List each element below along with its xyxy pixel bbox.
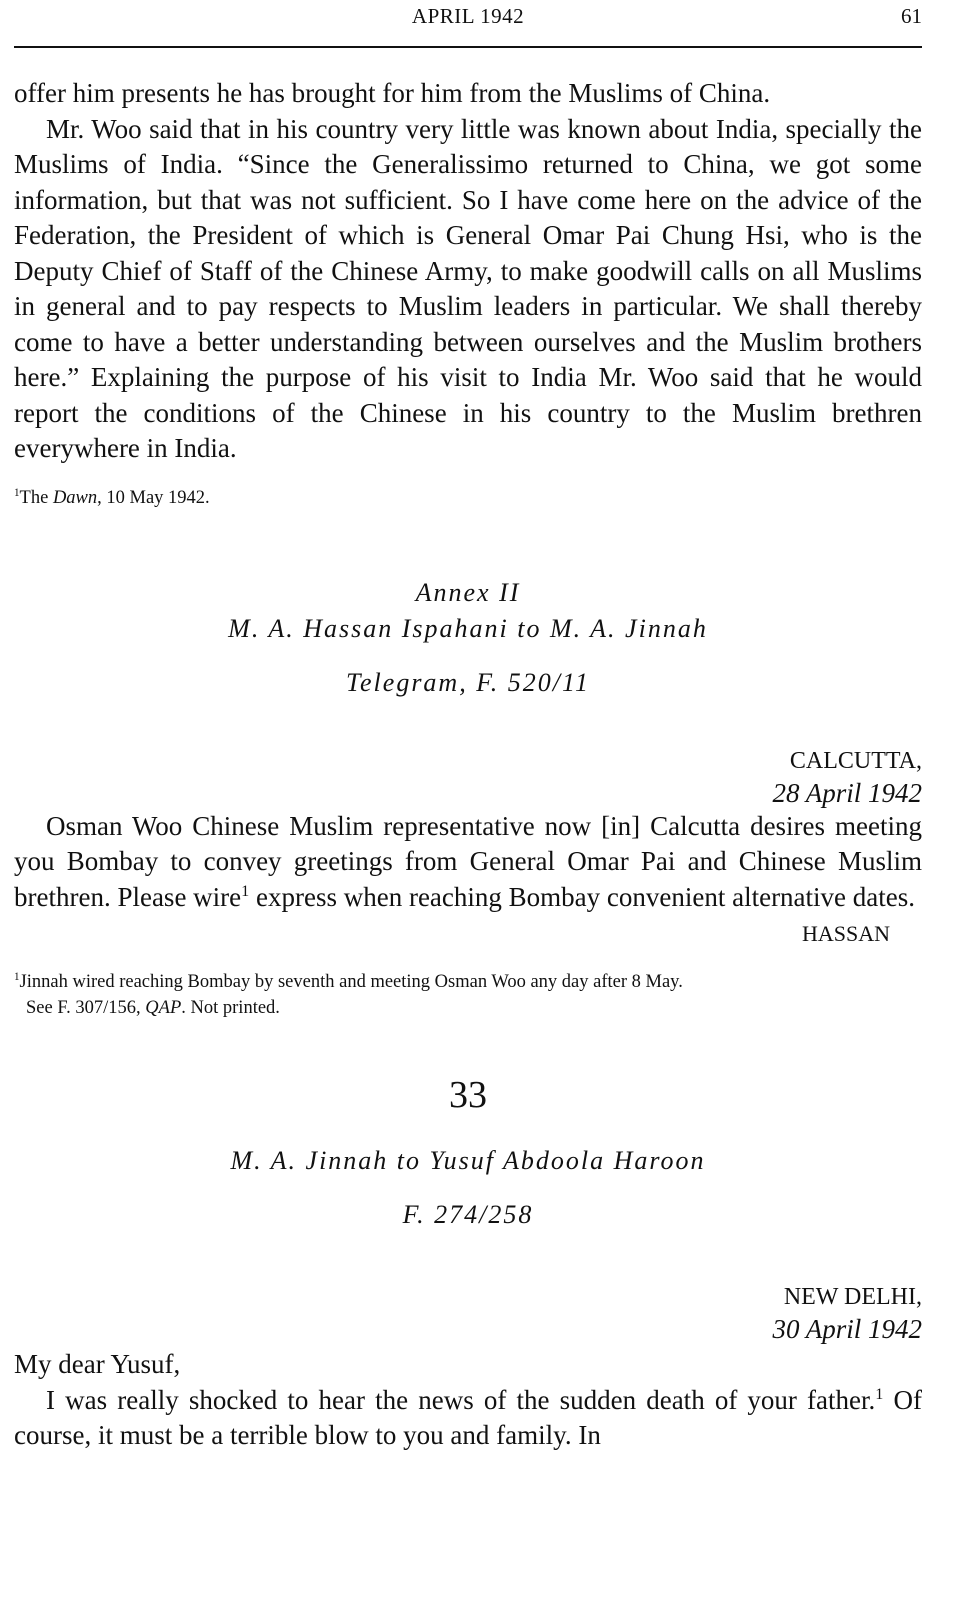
document-place: NEW DELHI, — [783, 1284, 922, 1310]
document-title: M. A. Jinnah to Yusuf Abdoola Haroon — [230, 1146, 706, 1175]
document-dateline — [14, 1281, 922, 1345]
footnote-jinnah-wire-continued: See F. 307/156, QAP. Not printed. — [26, 998, 280, 1018]
paragraph-woo-statement: Mr. Woo said that in his country very little was known about India, specially the Muslims of India. “Since the Generalissimo returned to China, we got some information, but that was not sufficient. So I have come here on the advice of the Federation, the President of which is General Omar Pai Chung Hsi, who is the Deputy Chief of Staff of the Chinese Army, to make goodwill calls on all Muslims in general and to pay respects to Muslim leaders in particular. We shall thereby come to have a better understanding between ourselves and the Muslim brothers here.” Explaining the purpose of his visit to India Mr. Woo said that he would report the conditions of the Chinese in his country to the Muslim brethren everywhere in India. — [14, 113, 922, 463]
annex-dateline — [14, 745, 922, 809]
document-reference: F. 274/258 — [402, 1200, 534, 1229]
letter-salutation: My dear Yusuf, — [14, 1349, 181, 1379]
footnote-dawn: $^1$The Dawn, 10 May 1942. — [14, 486, 210, 508]
footnote-reference: 1 — [875, 1384, 884, 1403]
document-date: 30 April 1942 — [772, 1314, 922, 1344]
annex-date: 28 April 1942 — [772, 777, 922, 808]
document-page — [14, 0, 922, 1454]
footnote-reference: 1 — [241, 881, 250, 900]
annex-place: CALCUTTA, — [789, 747, 922, 774]
telegram-body: Osman Woo Chinese Muslim representative now [in] Calcutta desires meeting you Bombay to convey greetings from General Omar Pai and Chinese Muslim brethren. Please wire$^1$ express when reaching Bombay convenient alternative dates. — [14, 810, 922, 912]
running-title: APRIL 1942 — [411, 4, 525, 28]
document-number: 33 — [449, 1074, 487, 1116]
footnote-marker: 1 — [14, 970, 20, 983]
letter-body: I was really shocked to hear the news of the sudden death of your father.$^1$ Of course, it must be a terrible blow to you and family. In — [14, 1384, 922, 1450]
footnote-marker: 1 — [14, 486, 20, 499]
page-number: 61 — [901, 4, 922, 28]
footnote-jinnah-wire: $^1$Jinnah wired reaching Bombay by seventh and meeting Osman Woo any day after 8 May. — [14, 970, 683, 992]
page-header — [14, 0, 922, 48]
annex-reference: Telegram, F. 520/11 — [345, 667, 591, 697]
footnote-source-title: Dawn — [52, 487, 98, 508]
paragraph-continuation: offer him presents he has brought for him from the Muslims of China. — [14, 78, 771, 108]
telegram-signature: HASSAN — [801, 921, 890, 946]
footnote-source-abbrev: QAP — [145, 998, 182, 1018]
annex-subtitle: M. A. Hassan Ispahani to M. A. Jinnah — [228, 613, 708, 643]
annex-title: Annex II — [415, 577, 521, 607]
